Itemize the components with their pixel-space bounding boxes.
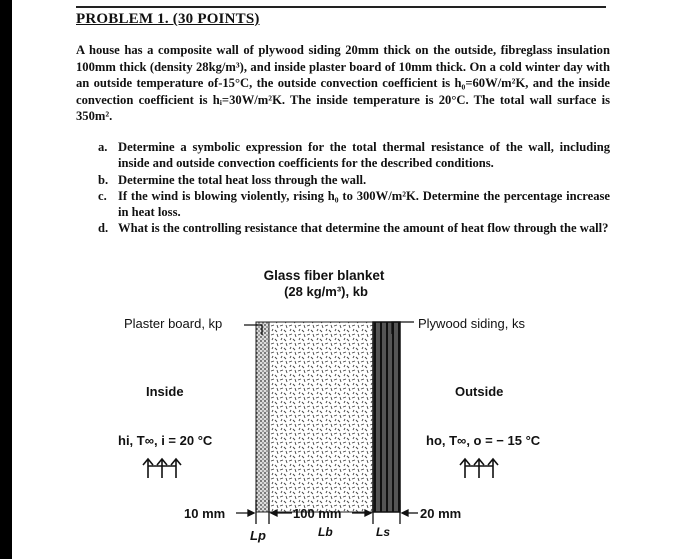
problem-statement: A house has a composite wall of plywood siding 20mm thick on the outside, fibreglass insulation 100mm thick (density 28kg/m³), and inside plaster board of 10mm thick. On a cold winter day with an outside temperature of-15°C, the outside convection coefficient is h₀=60W/m²K, and the inside convection coefficient is hᵢ=30W/m²K. The inside temperature is 20°C. The total wall surface is 350m². [76,43,610,123]
question-letter: a. [98,140,108,154]
plywood-symbol: Ls [376,525,391,539]
inside-airflow-arrows [143,459,181,478]
insulation-label: Glass fiber blanket [263,268,385,283]
question-text: Determine the total heat loss through the wall. [118,172,367,187]
outside-airflow-arrows [460,459,498,478]
plaster-symbol: Lp [250,528,266,543]
plywood-thickness: 20 mm [420,506,462,521]
plywood-layer [373,322,400,512]
plaster-label: Plaster board, kp [124,316,223,331]
question-text: If the wind is blowing violently, rising h₀ to 300W/m²K. Determine the percentage increase in heat loss. [118,188,610,220]
insulation-layer [269,322,373,512]
problem-title: PROBLEM 1. (30 POINTS) [76,11,260,27]
question-text: What is the controlling resistance that determine the amount of heat flow through the wall? [118,221,609,236]
question-letter: c. [98,188,107,203]
question-text: Determine a symbolic expression for the total thermal resistance of the wall, including inside and outside convection coefficients for the described conditions. [118,140,610,171]
insulation-symbol: Lb [318,525,333,539]
plaster-thickness: 10 mm [184,506,226,521]
plywood-label: Plywood siding, ks [418,316,525,331]
inside-label: Inside [146,384,184,399]
plaster-board-layer [256,322,269,512]
question-letter: d. [98,221,109,236]
inside-conditions: hi, T∞, i = 20 °C [118,433,213,448]
insulation-thickness: 100 mm [293,506,342,521]
insulation-sublabel: (28 kg/m³), kb [284,284,368,299]
question-letter: b. [98,172,109,187]
outside-conditions: ho, T∞, o = − 15 °C [426,433,541,448]
outside-label: Outside [455,384,504,399]
